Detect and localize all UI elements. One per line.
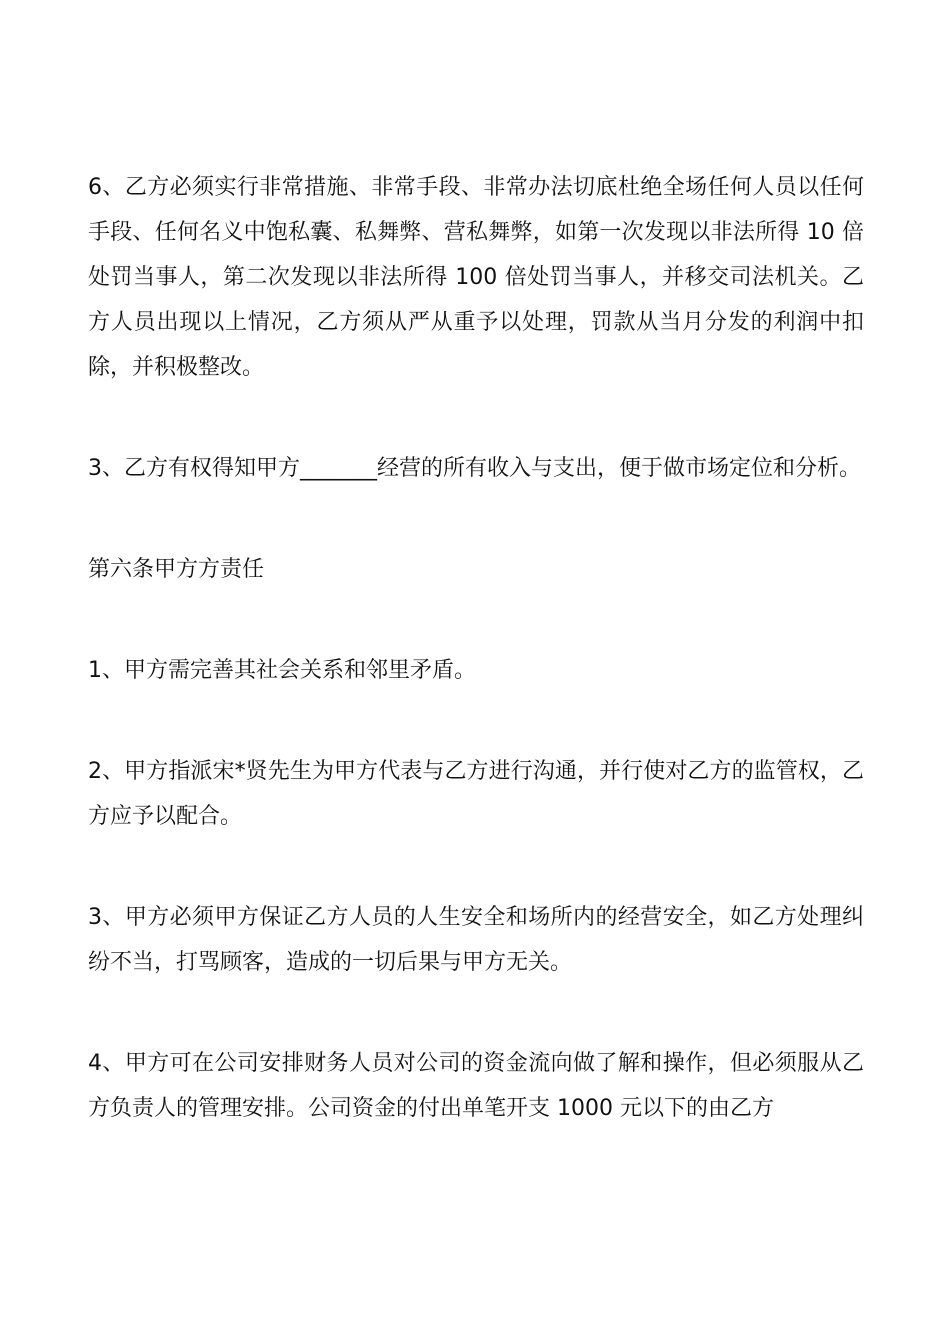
paragraph-3-safety: 3、甲方必须甲方保证乙方人员的人生安全和场所内的经营安全，如乙方处理纠纷不当，打骂顾客，造成的一切后果与甲方无关。 xyxy=(88,905,864,975)
paragraph-3-income-expense-right: 3、乙方有权得知甲方_______经营的所有收入与支出，便于做市场定位和分析。 xyxy=(88,456,861,481)
paragraph-1-social-relations: 1、甲方需完善其社会关系和邻里矛盾。 xyxy=(88,658,476,683)
document-body xyxy=(88,165,864,1187)
paragraph-2-representative: 2、甲方指派宋*贤先生为甲方代表与乙方进行沟通，并行使对乙方的监管权，乙方应予以配合。 xyxy=(88,759,864,829)
paragraph-4-finance-staff: 4、甲方可在公司安排财务人员对公司的资金流向做了解和操作，但必须服从乙方负责人的管理安排。公司资金的付出单笔开支 1000 元以下的由乙方 xyxy=(88,1051,864,1121)
paragraph-6-misconduct-penalty: 6、乙方必须实行非常措施、非常手段、非常办法切底杜绝全场任何人员以任何手段、任何名义中饱私囊、私舞弊、营私舞弊，如第一次发现以非法所得 10 倍处罚当事人，第二次发现以非法所得 100 倍处罚当事人，并移交司法机关。乙方人员出现以上情况，乙方须从严从重予以处理，罚款从当月分发的利润中扣除，并积极整改。 xyxy=(88,175,864,380)
section-heading-party-a-responsibility: 第六条甲方方责任 xyxy=(88,557,265,582)
